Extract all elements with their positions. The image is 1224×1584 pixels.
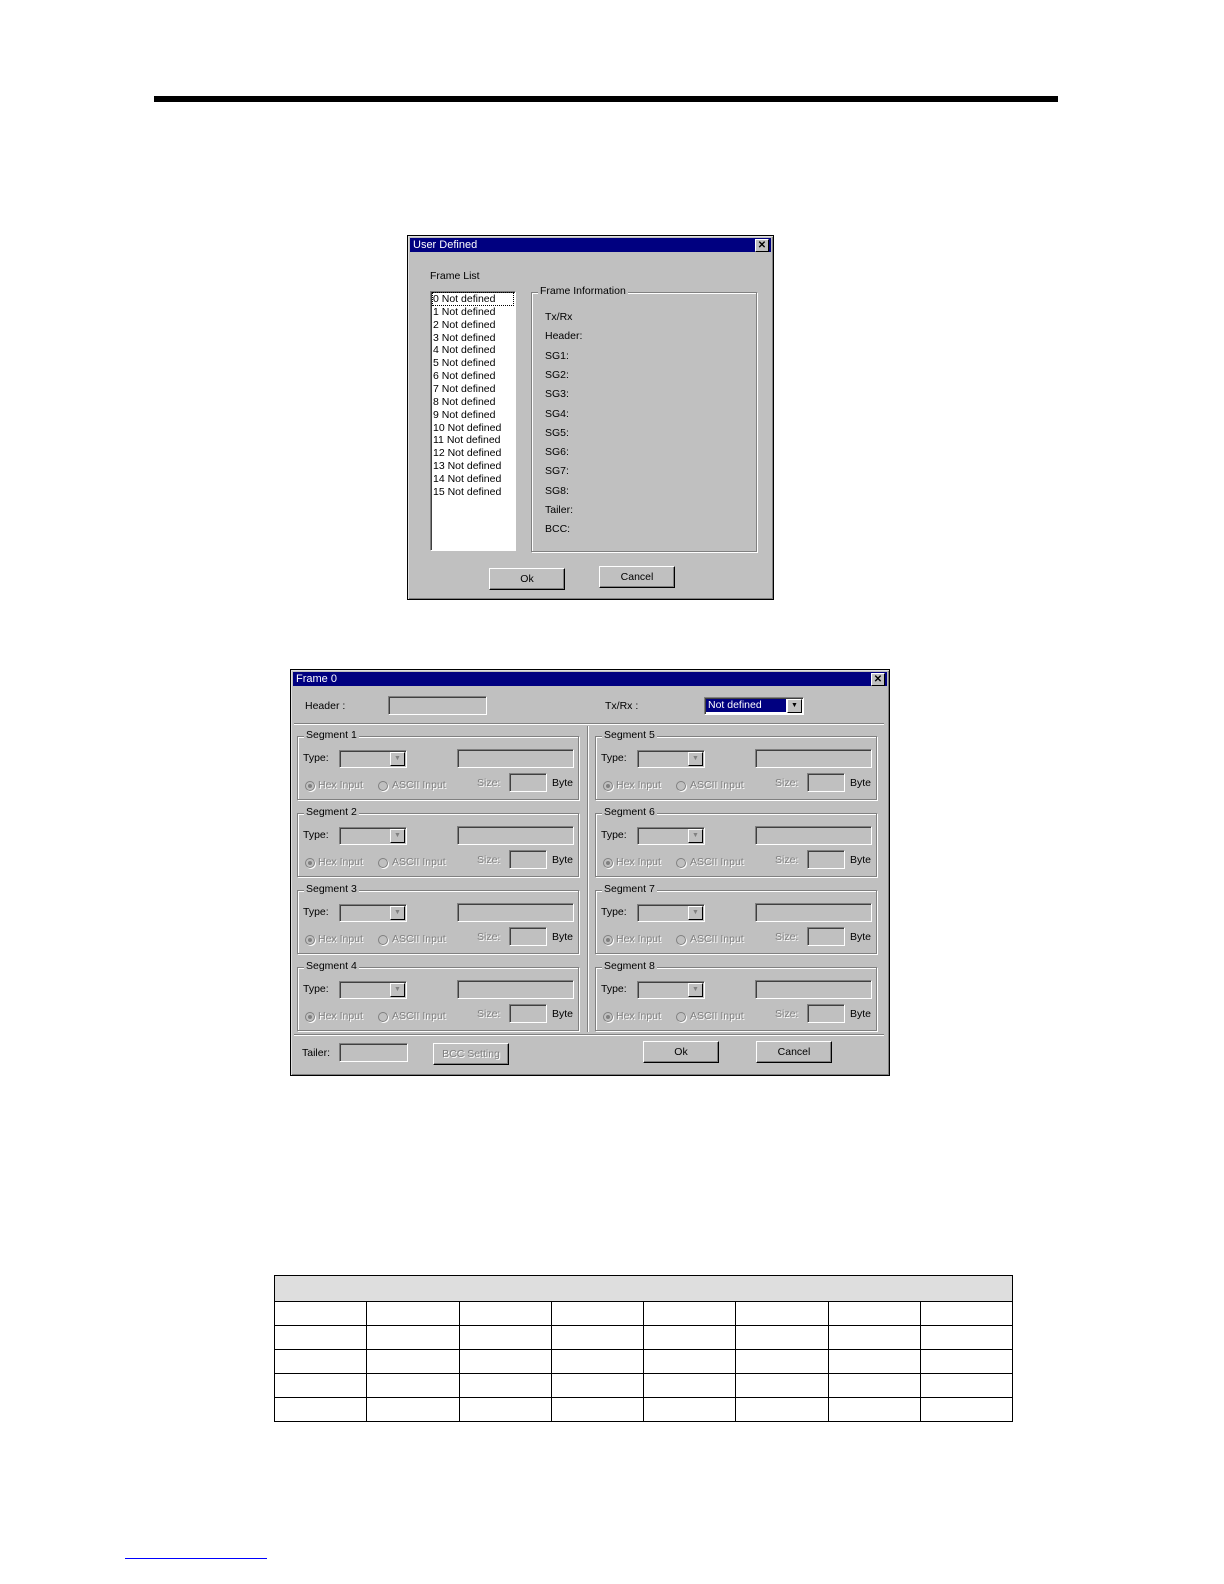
list-item[interactable]: 1 Not defined	[433, 305, 496, 318]
list-item[interactable]: 2 Not defined	[433, 318, 496, 331]
list-item[interactable]: 10 Not defined	[433, 421, 502, 434]
chevron-down-icon[interactable]: ▼	[390, 906, 405, 920]
ascii-input-radio[interactable]	[676, 781, 686, 791]
chevron-down-icon[interactable]: ▼	[787, 699, 802, 713]
ascii-input-label: ASCII Input	[690, 856, 744, 868]
list-item[interactable]: 5 Not defined	[433, 357, 496, 370]
byte-label: Byte	[850, 777, 872, 789]
size-input[interactable]	[807, 1004, 845, 1023]
byte-label: Byte	[552, 931, 574, 943]
footer-rule	[125, 1558, 267, 1559]
hex-input-radio[interactable]	[305, 858, 315, 868]
segment-title: Segment 2	[306, 806, 357, 818]
hex-input-radio[interactable]	[305, 935, 315, 945]
type-label: Type:	[601, 829, 627, 841]
byte-label: Byte	[850, 1008, 872, 1020]
type-label: Type:	[303, 829, 329, 841]
header-separator	[294, 723, 884, 725]
segment-value-input[interactable]	[457, 903, 574, 922]
frame-info-field: SG1:	[545, 349, 569, 362]
ascii-input-label: ASCII Input	[690, 779, 744, 791]
byte-label: Byte	[850, 931, 872, 943]
frame-information-label: Frame Information	[540, 285, 626, 297]
cancel-button[interactable]: Cancel	[599, 566, 675, 588]
chevron-down-icon[interactable]: ▼	[390, 752, 405, 766]
close-icon[interactable]: ✕	[871, 673, 885, 686]
segment-title: Segment 6	[604, 806, 655, 818]
table-header-row	[275, 1276, 1013, 1302]
byte-label: Byte	[850, 854, 872, 866]
header-input[interactable]	[388, 696, 487, 715]
frame-list[interactable]	[430, 291, 516, 551]
top-rule	[154, 96, 1058, 102]
list-item[interactable]: 9 Not defined	[433, 408, 496, 421]
footer-separator	[294, 1034, 884, 1036]
type-select[interactable]	[339, 750, 407, 768]
hex-input-radio[interactable]	[603, 1012, 613, 1022]
type-label: Type:	[601, 906, 627, 918]
hex-input-radio[interactable]	[305, 1012, 315, 1022]
segment-value-input[interactable]	[755, 903, 872, 922]
segment-value-input[interactable]	[457, 826, 574, 845]
table-header-cell	[275, 1276, 1013, 1302]
list-item[interactable]: 0 Not defined	[433, 293, 513, 305]
chevron-down-icon[interactable]: ▼	[688, 829, 703, 843]
frame-info-field: SG5:	[545, 426, 569, 439]
type-select[interactable]	[339, 981, 407, 999]
byte-label: Byte	[552, 854, 574, 866]
tailer-label: Tailer:	[302, 1047, 331, 1059]
segment-title: Segment 4	[306, 960, 357, 972]
segment-title: Segment 5	[604, 729, 655, 741]
hex-input-label: Hex Input	[616, 933, 661, 945]
table-row	[275, 1374, 1013, 1398]
cancel-button[interactable]: Cancel	[756, 1041, 832, 1063]
hex-input-label: Hex Input	[616, 1010, 661, 1022]
chevron-down-icon[interactable]: ▼	[390, 983, 405, 997]
ascii-input-radio[interactable]	[676, 858, 686, 868]
dialog-title: User Defined	[413, 239, 478, 251]
hex-input-radio[interactable]	[305, 781, 315, 791]
ascii-input-radio[interactable]	[676, 935, 686, 945]
column-separator	[587, 726, 589, 1032]
type-select[interactable]	[339, 827, 407, 845]
frame-info-field: Tailer:	[545, 504, 574, 516]
hex-input-radio[interactable]	[603, 858, 613, 868]
chevron-down-icon[interactable]: ▼	[688, 906, 703, 920]
hex-input-label: Hex Input	[318, 933, 363, 945]
segment-title: Segment 1	[306, 729, 357, 741]
list-item[interactable]: 11 Not defined	[433, 434, 501, 447]
txrx-value: Not defined	[706, 699, 786, 712]
frame-info-field: Tx/Rx	[545, 311, 573, 323]
list-item[interactable]: 13 Not defined	[433, 460, 502, 473]
size-input[interactable]	[509, 927, 547, 946]
list-item[interactable]: 15 Not defined	[433, 485, 502, 498]
chevron-down-icon[interactable]: ▼	[688, 983, 703, 997]
segment-value-input[interactable]	[457, 749, 574, 768]
ok-button[interactable]: Ok	[643, 1041, 719, 1063]
title-bar	[293, 672, 887, 686]
type-label: Type:	[303, 983, 329, 995]
type-select[interactable]	[637, 827, 705, 845]
size-input[interactable]	[807, 850, 845, 869]
size-input[interactable]	[509, 850, 547, 869]
segment-title: Segment 3	[306, 883, 357, 895]
close-icon[interactable]: ✕	[755, 239, 769, 252]
list-item[interactable]: 8 Not defined	[433, 395, 496, 408]
list-item[interactable]: 12 Not defined	[433, 447, 502, 460]
hex-input-label: Hex Input	[616, 779, 661, 791]
type-select[interactable]	[637, 750, 705, 768]
hex-input-label: Hex Input	[318, 856, 363, 868]
bcc-setting-button[interactable]: BCC Setting	[433, 1043, 509, 1065]
list-item[interactable]: 14 Not defined	[433, 472, 502, 485]
ok-button[interactable]: Ok	[489, 568, 565, 590]
ascii-input-radio[interactable]	[378, 781, 388, 791]
header-label: Header :	[305, 700, 346, 712]
list-item[interactable]: 6 Not defined	[433, 370, 496, 383]
size-label: Size:	[477, 931, 501, 943]
chevron-down-icon[interactable]: ▼	[390, 829, 405, 843]
type-select[interactable]	[339, 904, 407, 922]
hex-input-label: Hex Input	[318, 779, 363, 791]
txrx-label: Tx/Rx :	[605, 700, 639, 712]
type-label: Type:	[601, 983, 627, 995]
ascii-input-radio[interactable]	[676, 1012, 686, 1022]
segment-value-input[interactable]	[755, 749, 872, 768]
type-select[interactable]	[637, 981, 705, 999]
frame-info-field: SG4:	[545, 407, 569, 420]
frame-info-field: SG3:	[545, 388, 569, 401]
type-select[interactable]	[637, 904, 705, 922]
size-label: Size:	[775, 931, 799, 943]
frame-info-field: Header:	[545, 330, 583, 343]
size-label: Size:	[775, 1008, 799, 1020]
size-label: Size:	[477, 777, 501, 789]
hex-input-radio[interactable]	[603, 781, 613, 791]
chevron-down-icon[interactable]: ▼	[688, 752, 703, 766]
hex-input-radio[interactable]	[603, 935, 613, 945]
table-row	[275, 1398, 1013, 1422]
size-label: Size:	[775, 854, 799, 866]
frame-info-field: SG8:	[545, 484, 569, 497]
title-bar	[410, 238, 771, 252]
size-input[interactable]	[509, 773, 547, 792]
frame-info-field: SG6:	[545, 446, 569, 459]
ascii-input-radio[interactable]	[378, 1012, 388, 1022]
frame-info-field: BCC:	[545, 523, 571, 536]
size-label: Size:	[775, 777, 799, 789]
frame-info-field: SG2:	[545, 368, 569, 381]
size-label: Size:	[477, 854, 501, 866]
type-label: Type:	[303, 906, 329, 918]
ascii-input-label: ASCII Input	[392, 933, 446, 945]
txrx-select[interactable]	[704, 697, 804, 715]
list-item[interactable]: 3 Not defined	[433, 331, 496, 344]
ascii-input-radio[interactable]	[378, 858, 388, 868]
table-row	[275, 1302, 1013, 1326]
frame-info-field: SG7:	[545, 465, 569, 478]
table-row	[275, 1350, 1013, 1374]
byte-label: Byte	[552, 1008, 574, 1020]
size-input[interactable]	[807, 927, 845, 946]
hex-input-label: Hex Input	[616, 856, 661, 868]
size-label: Size:	[477, 1008, 501, 1020]
segment-title: Segment 8	[604, 960, 655, 972]
list-item[interactable]: 4 Not defined	[433, 344, 496, 357]
size-input[interactable]	[807, 773, 845, 792]
tailer-input[interactable]	[339, 1043, 408, 1062]
empty-table	[274, 1275, 1013, 1422]
segment-title: Segment 7	[604, 883, 655, 895]
ascii-input-radio[interactable]	[378, 935, 388, 945]
dialog-title: Frame 0	[296, 673, 337, 685]
type-label: Type:	[601, 752, 627, 764]
ascii-input-label: ASCII Input	[392, 856, 446, 868]
table-row	[275, 1326, 1013, 1350]
ascii-input-label: ASCII Input	[690, 1010, 744, 1022]
ascii-input-label: ASCII Input	[690, 933, 744, 945]
ascii-input-label: ASCII Input	[392, 1010, 446, 1022]
ascii-input-label: ASCII Input	[392, 779, 446, 791]
type-label: Type:	[303, 752, 329, 764]
list-item[interactable]: 7 Not defined	[433, 382, 496, 395]
byte-label: Byte	[552, 777, 574, 789]
size-input[interactable]	[509, 1004, 547, 1023]
segment-value-input[interactable]	[755, 826, 872, 845]
hex-input-label: Hex Input	[318, 1010, 363, 1022]
frame-list-label: Frame List	[430, 270, 480, 282]
segment-value-input[interactable]	[457, 980, 574, 999]
segment-value-input[interactable]	[755, 980, 872, 999]
